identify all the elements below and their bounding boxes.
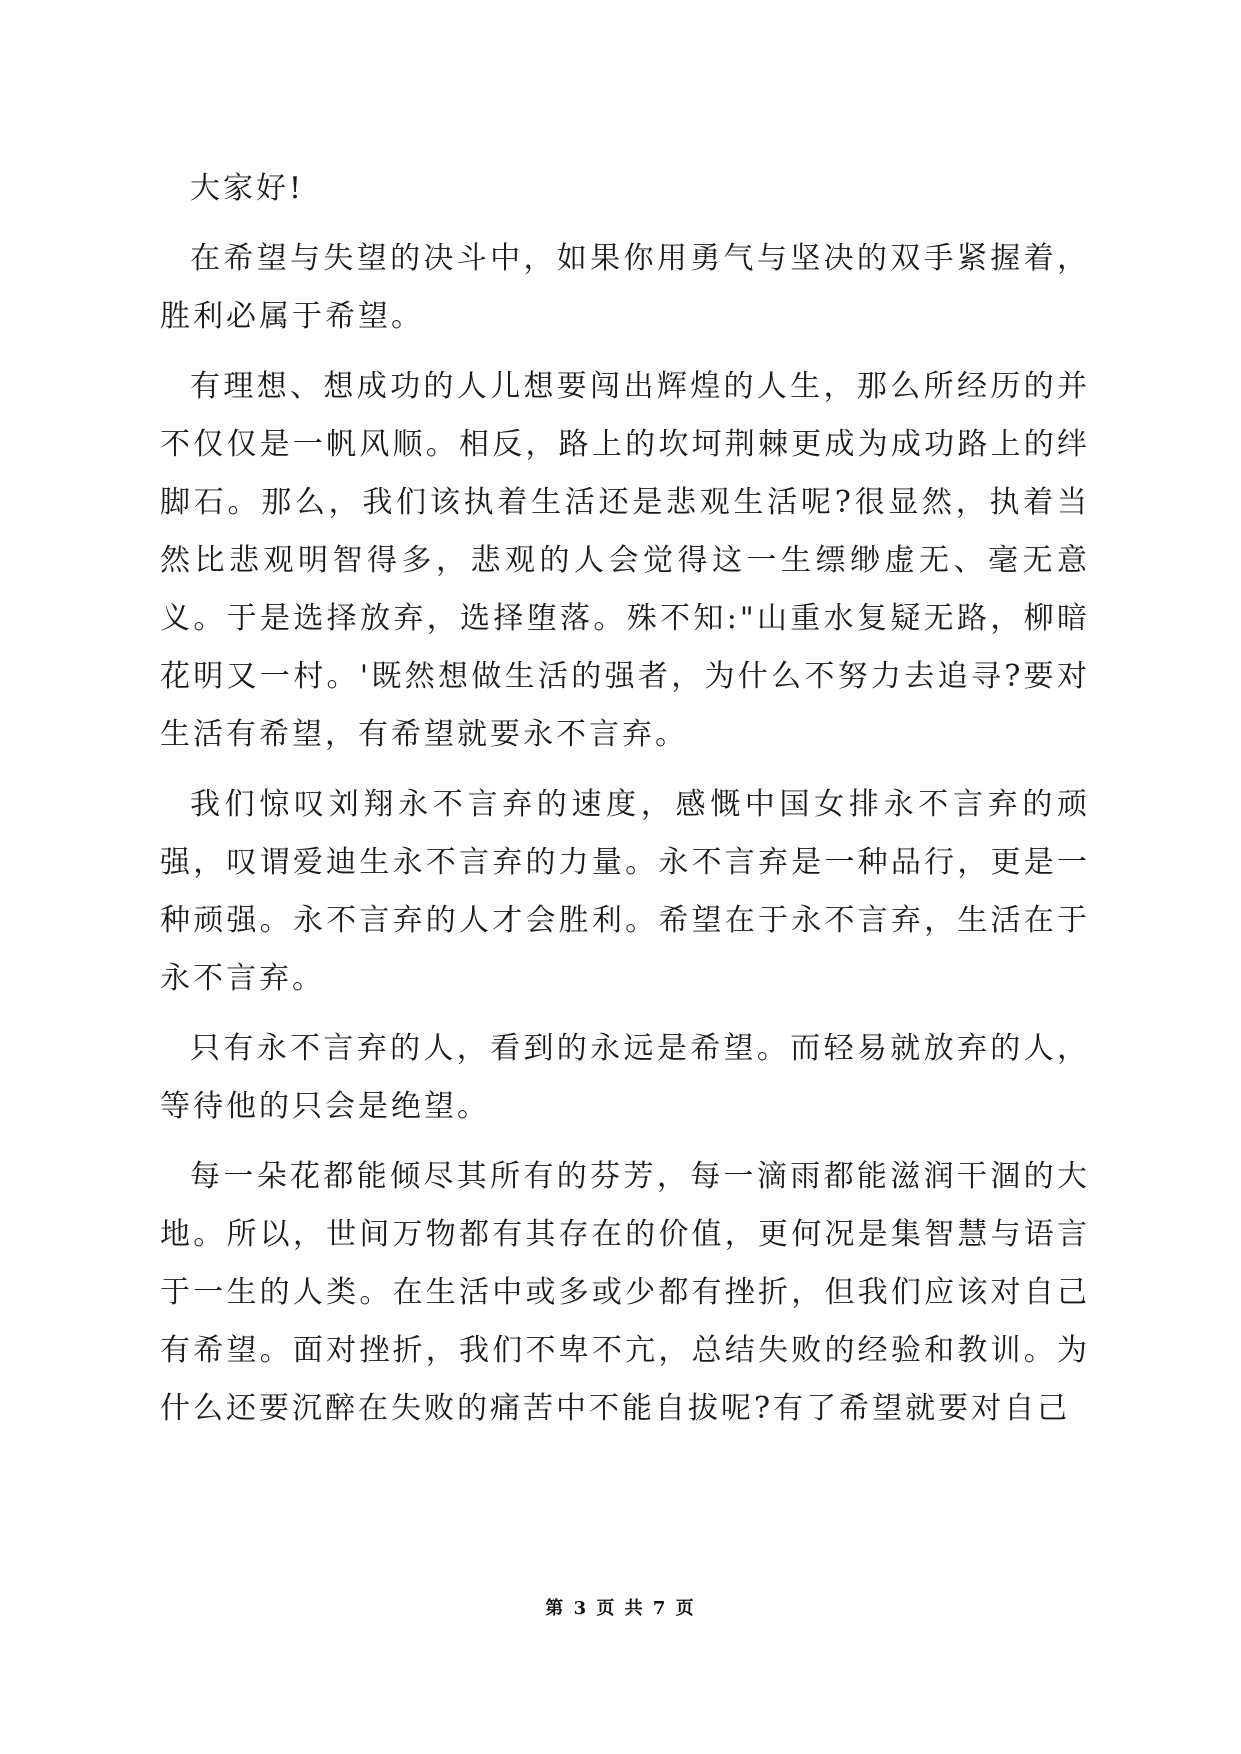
- paragraph-greeting: 大家好!: [190, 171, 305, 206]
- paragraph-only-hope: 只有永不言弃的人，看到的永远是希望。而轻易就放弃的人，等待他的只会是绝望。: [160, 1031, 1090, 1124]
- paragraph-hope-vs-despair: 在希望与失望的决斗中，如果你用勇气与坚决的双手紧握着，胜利必属于希望。: [160, 241, 1090, 334]
- paragraph-ideals: 有理想、想成功的人儿想要闯出辉煌的人生，那么所经历的并不仅仅是一帆风顺。相反，路上的坎坷荆棘更成为成功路上的绊脚石。那么，我们该执着生活还是悲观生活呢?很显然，执着当然比悲观明智得多，悲观的人会觉得这一生缥缈虚无、毫无意义。于是选择放弃，选择堕落。殊不知:"山重水复疑无路，柳暗花明又一村。'既然想做生活的强者，为什么不努力去追寻?要对生活有希望，有希望就要永不言弃。: [160, 369, 1090, 752]
- paragraph-never-give-up: 我们惊叹刘翔永不言弃的速度，感慨中国女排永不言弃的顽强，叹谓爱迪生永不言弃的力量。永不言弃是一种品行，更是一种顽强。永不言弃的人才会胜利。希望在于永不言弃，生活在于永不言弃。: [160, 787, 1090, 996]
- page-number-footer: 第 3 页 共 7 页: [545, 1598, 696, 1619]
- document-body: [160, 160, 1090, 1450]
- paragraph-every-flower: 每一朵花都能倾尽其所有的芬芳，每一滴雨都能滋润干涸的大地。所以，世间万物都有其存在的价值，更何况是集智慧与语言于一生的人类。在生活中或多或少都有挫折，但我们应该对自己有希望。面对挫折，我们不卑不亢，总结失败的经验和教训。为什么还要沉醉在失败的痛苦中不能自拔呢?有了希望就要对自己: [160, 1159, 1090, 1426]
